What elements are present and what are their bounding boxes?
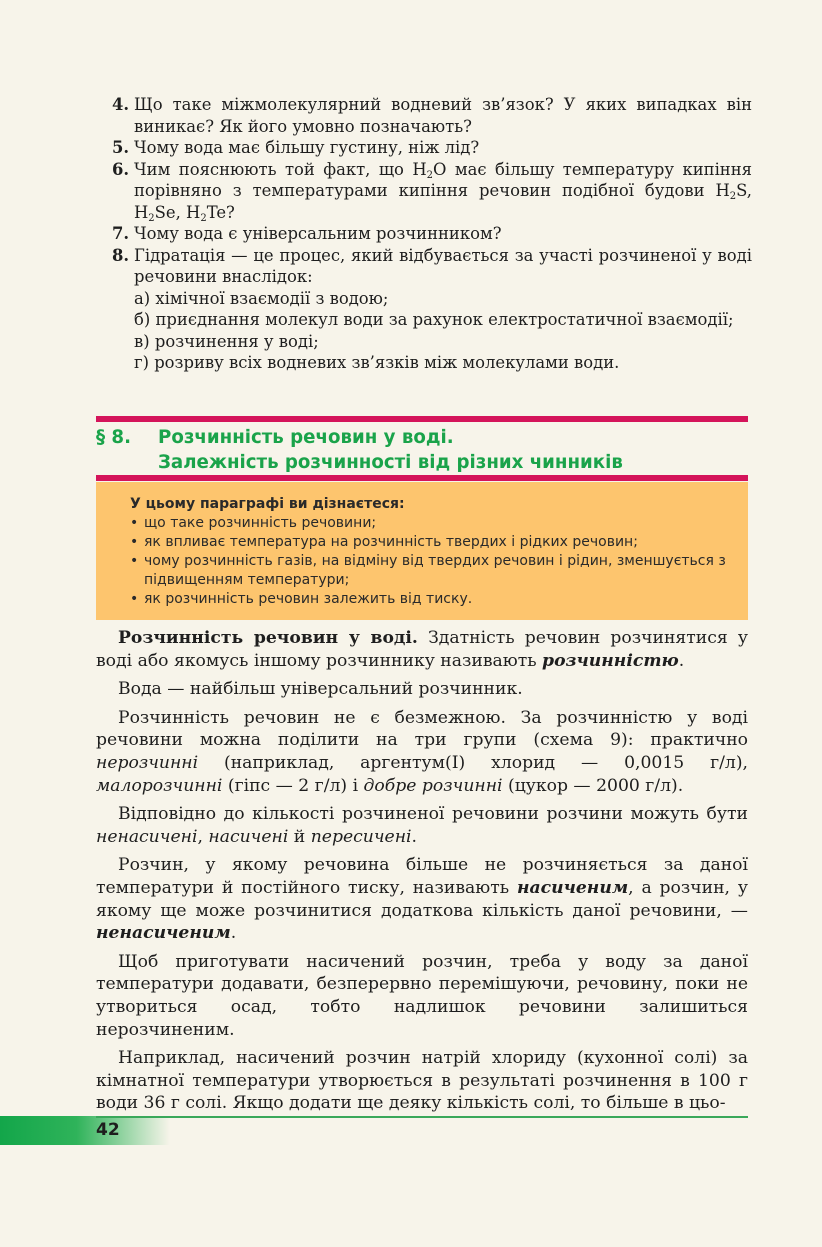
paragraph: Вода — найбільш універсальний розчинник. [118,679,523,700]
question-text: Чому вода є універсальним розчинником? [134,224,502,243]
paragraph-heading: Розчинність речовин у воді. [118,628,418,648]
answer-option-c: в) розчинення у воді; [134,331,319,351]
page-number-bar [0,1116,170,1145]
question-number: 6. [112,159,130,179]
section-number: § 8. [96,427,131,448]
learning-goal-item: • як впливає температура на розчинність твердих і рідких речовин; [130,534,638,550]
section-heading [96,425,748,475]
paragraph-solubility-groups: Розчинність речовин не є безмежною. За розчинністю у воді речовини можна поділити на три групи (схема 9): практично нерозчинні (наприклад, аргентум(I) хлорид — 0,0015 г/л), малорозчинні (гіпс — 2 г/л) і добре розчинні (цукор — 2000 г/л). [96,707,748,796]
key-term: ненасиченим [96,923,231,944]
question-number: 5. [112,138,130,157]
section-title-line1: Розчинність речовин у воді. [158,427,454,448]
question-number: 7. [112,224,130,243]
bullet-icon: • [130,591,139,607]
question-number: 4. [112,95,130,114]
question-6 [112,159,752,224]
answer-option-b: б) приєднання молекул води за рахунок електростатичної взаємодії; [134,310,734,329]
question-text: Чому вода має більшу густину, ніж лід? [134,138,480,157]
learning-goals-title: У цьому параграфі ви дізнаєтеся: [130,496,405,512]
bullet-icon: • [130,515,139,531]
answer-option-a: а) хімічної взаємодії з водою; [134,288,389,308]
learning-goal-item: • чому розчинність газів, на відміну від твердих речовин і рідин, зменшується з підвищенням температури; [130,553,726,588]
answer-options [134,288,752,374]
question-8 [112,245,752,288]
key-term: насиченим [516,877,629,898]
section-body [96,627,748,1121]
question-text: Що таке міжмолекулярний водневий зв’язок? У яких випадках він виникає? Як його умовно позначають? [134,95,752,136]
paragraph: Щоб приготувати насичений розчин, треба у воду за даної температури додавати, безперервно перемішуючи, речовину, поки не утвориться осад, тобто надлишок речовини залишиться нерозчиненим. [96,951,748,1040]
section-title-line2: Залежність розчинності від різних чинників [158,452,623,473]
answer-option-d: г) розриву всіх водневих зв’язків між молекулами води. [134,353,620,372]
question-4 [112,94,752,137]
paragraph: Наприклад, насичений розчин натрій хлориду (кухонної солі) за кімнатної температури утворюється в результаті розчинення в 100 г води 36 г солі. Якщо додати ще деяку кількість солі, то більше в цьо- [96,1048,748,1114]
key-term: розчинністю [542,650,679,671]
paragraph-solubility-definition: Розчинність речовин у воді. Здатність речовин розчинятися у воді або якомусь іншому розчиннику називають розчинністю. [96,628,748,671]
footer-rule [96,1116,748,1118]
page-number: 42 [96,1120,120,1140]
question-text: Чим пояснюють той факт, що $H_2O$ має більшу температуру кипіння порівняно з температурами кипіння речовин подібної будови $H_2S$, $H_2Se$, $H_2Te$? [134,159,752,224]
bullet-icon: • [130,534,139,550]
paragraph-saturated-definition: Розчин, у якому речовина більше не розчиняється за даної температури й постійного тиску, називають насиченим, а розчин, у якому ще може розчинитися додаткова кількість даної речовини, — ненасиченим. [96,855,748,944]
learning-goal-item: • що таке розчинність речовини; [130,515,377,531]
learning-goal-item: • як розчинність речовин залежить від тиску. [130,591,473,607]
review-questions [112,94,752,374]
paragraph-solution-types: Відповідно до кількості розчиненої речовини розчини можуть бути ненасичені, насичені й пересичені. [96,804,748,847]
bullet-icon: • [130,553,139,569]
question-text: Гідратація — це процес, який відбувається за участі розчиненої у воді речовини внаслідок: [134,245,752,286]
question-number: 8. [112,245,130,265]
learning-goals-box [96,482,748,620]
section-rule-bottom [96,475,748,481]
question-7 [112,223,752,245]
question-5 [112,137,752,159]
section-rule-top [96,416,748,422]
